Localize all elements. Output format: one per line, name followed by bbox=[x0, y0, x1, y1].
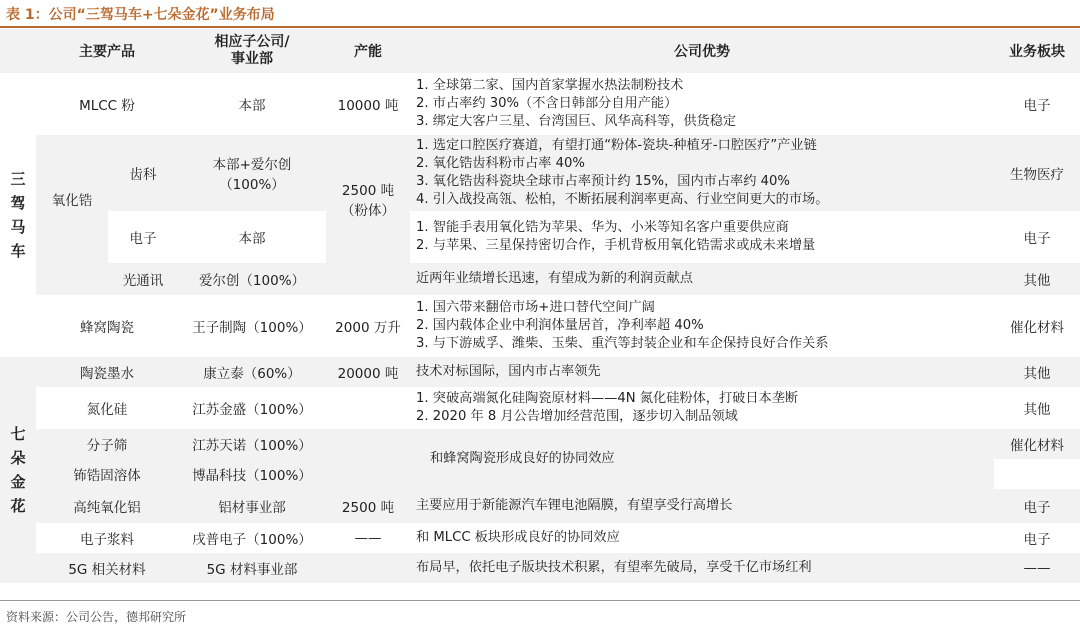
title-underline bbox=[0, 26, 1080, 28]
segment-cell: 其他 bbox=[994, 387, 1080, 429]
advantage-cell: 1. 突破高端氮化硅陶瓷原材料——4N 氮化硅粉体，打破日本垄断 2. 2020 年 8 月公告增加经营范围，逐步切入制品领域 bbox=[410, 387, 994, 429]
capacity-cell: 10000 吨 bbox=[326, 73, 410, 135]
segment-cell: 催化材料 bbox=[994, 429, 1080, 459]
segment-cell bbox=[994, 459, 1080, 489]
advantage-cell: 布局早，依托电子版块技术积累，有望率先破局，享受千亿市场红利 bbox=[410, 553, 994, 583]
capacity-cell: 2500 吨 bbox=[326, 489, 410, 523]
section-three-horses: 三 驾 马 车 bbox=[0, 73, 36, 357]
segment-cell: 其他 bbox=[994, 263, 1080, 295]
bottom-rule bbox=[0, 600, 1080, 601]
capacity-cell bbox=[326, 429, 410, 489]
table-row bbox=[0, 429, 1080, 459]
segment-cell: 电子 bbox=[994, 73, 1080, 135]
header-row bbox=[0, 29, 1080, 73]
header-product: 主要产品 bbox=[36, 29, 178, 73]
capacity-cell bbox=[326, 553, 410, 583]
product-cell: 蜂窝陶瓷 bbox=[36, 295, 178, 357]
table-title: 表 1：公司“三驾马车+七朵金花”业务布局 bbox=[6, 7, 275, 23]
product-cell: MLCC 粉 bbox=[36, 73, 178, 135]
advantage-cell: 和蜂窝陶瓷形成良好的协同效应 bbox=[410, 429, 994, 489]
advantage-cell: 主要应用于新能源汽车锂电池隔膜，有望享受行高增长 bbox=[410, 489, 994, 523]
product-cell: 5G 相关材料 bbox=[36, 553, 178, 583]
product-cell: 高纯氧化铝 bbox=[36, 489, 178, 523]
capacity-cell bbox=[326, 387, 410, 429]
business-layout-table bbox=[0, 29, 1080, 583]
subsidiary-cell: 博晶科技（100%） bbox=[178, 459, 326, 489]
subsidiary-cell: 戌普电子（100%） bbox=[178, 523, 326, 553]
product-cell: 电子 bbox=[108, 211, 178, 263]
table-row bbox=[0, 73, 1080, 135]
header-capacity: 产能 bbox=[326, 29, 410, 73]
capacity-cell: 2000 万升 bbox=[326, 295, 410, 357]
group-cell-zirconia: 氧化锆 bbox=[36, 135, 108, 263]
table-row bbox=[0, 211, 1080, 263]
product-cell: 分子筛 bbox=[36, 429, 178, 459]
subsidiary-cell: 铝材事业部 bbox=[178, 489, 326, 523]
advantage-cell: 1. 全球第二家、国内首家掌握水热法制粉技术 2. 市占率约 30%（不含日韩部分自用产能） 3. 绑定大客户三星、台湾国巨、风华高科等，供货稳定 bbox=[410, 73, 994, 135]
subsidiary-cell: 5G 材料事业部 bbox=[178, 553, 326, 583]
header-subsidiary: 相应子公司/ 事业部 bbox=[178, 29, 326, 73]
segment-cell: 电子 bbox=[994, 489, 1080, 523]
subsidiary-cell: 王子制陶（100%） bbox=[178, 295, 326, 357]
subsidiary-cell: 本部 bbox=[178, 73, 326, 135]
capacity-cell-zirconia: 2500 吨 （粉体） bbox=[326, 135, 410, 263]
section-seven-flowers: 七 朵 金 花 bbox=[0, 357, 36, 583]
subsidiary-cell: 江苏天诺（100%） bbox=[178, 429, 326, 459]
advantage-cell: 技术对标国际，国内市占率领先 bbox=[410, 357, 994, 387]
product-cell: 电子浆料 bbox=[36, 523, 178, 553]
advantage-cell: 近两年业绩增长迅速，有望成为新的利润贡献点 bbox=[410, 263, 994, 295]
product-cell: 陶瓷墨水 bbox=[36, 357, 178, 387]
advantage-cell: 1. 选定口腔医疗赛道，有望打通“粉体-瓷块-种植牙-口腔医疗”产业链 2. 氧化锆齿科粉市占率 40% 3. 氧化锆齿科瓷块全球市占率预计约 15%，国内市占率约 40% 4. 引入战投高瓴、松柏，不断拓展利润率更高、行业空间更大的市场。 bbox=[410, 135, 994, 211]
table-row bbox=[0, 387, 1080, 429]
segment-cell: 生物医疗 bbox=[994, 135, 1080, 211]
segment-cell: 电子 bbox=[994, 211, 1080, 263]
header-advantage: 公司优势 bbox=[410, 29, 994, 73]
segment-cell: 其他 bbox=[994, 357, 1080, 387]
advantage-cell: 1. 国六带来翻倍市场+进口替代空间广阔 2. 国内载体企业中利润体量居首，净利率超 40% 3. 与下游威孚、潍柴、玉柴、重汽等封装企业和车企保持良好合作关系 bbox=[410, 295, 994, 357]
table-row bbox=[0, 357, 1080, 387]
table-row bbox=[0, 489, 1080, 523]
product-cell: 氮化硅 bbox=[36, 387, 178, 429]
subsidiary-cell: 本部 bbox=[178, 211, 326, 263]
table-row bbox=[0, 135, 1080, 211]
capacity-cell: —— bbox=[326, 523, 410, 553]
table-row bbox=[0, 523, 1080, 553]
product-cell: 光通讯 bbox=[108, 263, 178, 295]
table-row bbox=[0, 263, 1080, 295]
product-cell: 钸锆固溶体 bbox=[36, 459, 178, 489]
segment-cell: 催化材料 bbox=[994, 295, 1080, 357]
subsidiary-cell: 康立泰（60%） bbox=[178, 357, 326, 387]
segment-cell: 电子 bbox=[994, 523, 1080, 553]
table-row bbox=[0, 295, 1080, 357]
advantage-cell: 1. 智能手表用氧化锆为苹果、华为、小米等知名客户重要供应商 2. 与苹果、三星保持密切合作，手机背板用氧化锆需求或成未来增量 bbox=[410, 211, 994, 263]
subsidiary-cell: 本部+爱尔创 （100%） bbox=[178, 135, 326, 211]
header-segment: 业务板块 bbox=[994, 29, 1080, 73]
subsidiary-cell: 江苏金盛（100%） bbox=[178, 387, 326, 429]
product-cell: 齿科 bbox=[108, 135, 178, 211]
table-row bbox=[0, 553, 1080, 583]
segment-cell: —— bbox=[994, 553, 1080, 583]
advantage-cell: 和 MLCC 板块形成良好的协同效应 bbox=[410, 523, 994, 553]
source-note: 资料来源：公司公告，德邦研究所 bbox=[6, 610, 187, 624]
subsidiary-cell: 爱尔创（100%） bbox=[178, 263, 326, 295]
capacity-cell: 20000 吨 bbox=[326, 357, 410, 387]
